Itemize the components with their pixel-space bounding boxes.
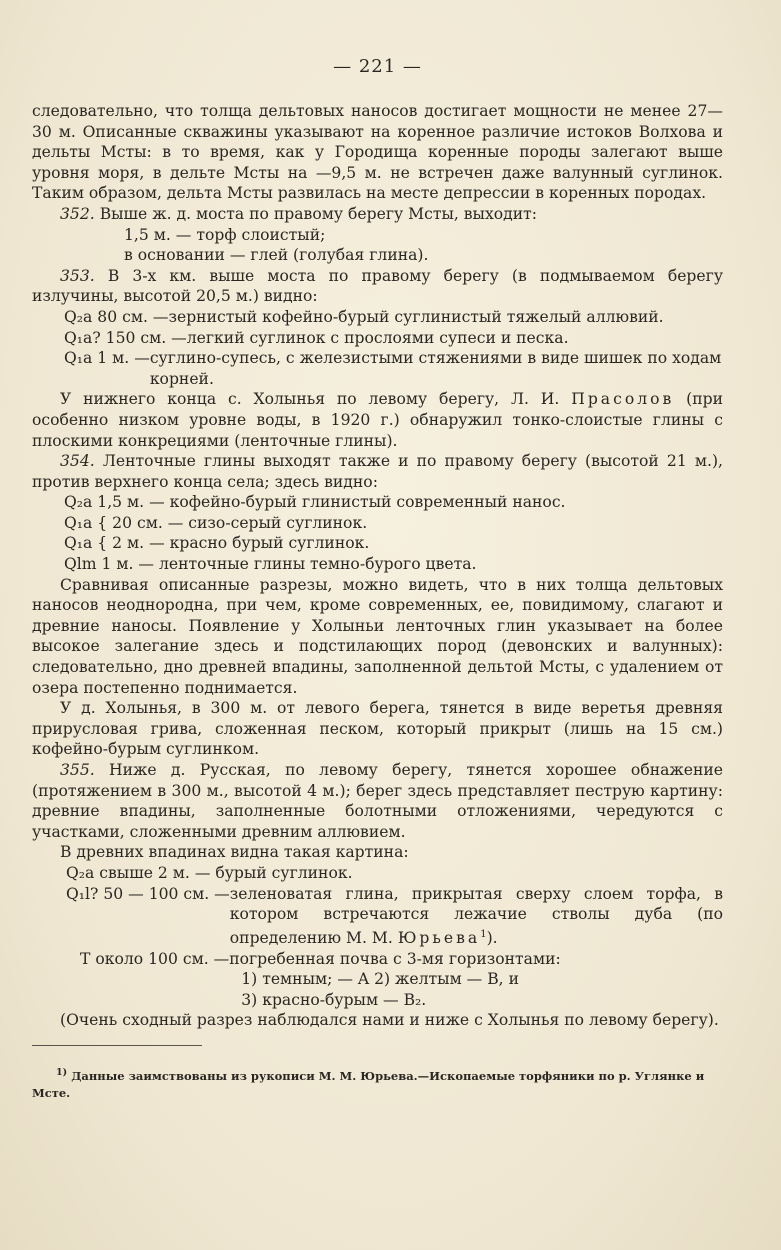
section-text: Ниже д. Русская, по левому берегу, тянется хорошее обнажение (протяжением в 300 м., высотой 4 м.); берег здесь представляет пеструю картину: древние впадины, заполненные болотными отложениями, чередуются с участками, сложенными древним аллювием. [32,761,723,841]
layer-row [32,307,723,328]
section-text: Ленточные глины выходят также и по правому берегу (высотой 21 м.), против верхнего конца села; здесь видно: [32,452,723,491]
layer-desc: зернистый кофейно-бурый суглинистый тяжелый аллювий. [168,307,664,326]
layer-desc-text: ). [486,928,498,947]
section-text: В 3-х км. выше моста по правому берегу (в подмываемом берегу излучины, высотой 20,5 м.) видно: [32,266,723,306]
paragraph-depressions: В древних впадинах видна такая картина: [60,843,409,862]
layer-desc: суглино-супесь, с железистыми стяжениями в виде шишек по ходам корней. [149,349,722,388]
layer-label: Q₁a? 150 см. — [64,328,187,347]
section-text: Выше ж. д. моста по правому берегу Мсты, выходит: [94,204,538,223]
layer-label: T около 100 см. — [80,949,230,968]
layer-label: Q₁l? 50 — 100 см. — [66,884,230,903]
section-354 [32,451,723,492]
author-name: Прасолов [571,390,675,409]
section-number: 355. [60,761,95,779]
layer-desc-text: зеленоватая глина, прикрытая сверху слоем торфа, в котором встречаются лежачие стволы дуба (по определению М. М. [229,884,723,947]
layer-desc [229,949,723,1011]
horizon-line: 1) темным; — A 2) желтым — B, и [241,970,519,989]
section-number: 352. [60,204,95,223]
layer-label: Q₁a 1 м. — [64,349,150,368]
page-number: — 221 — [333,56,422,77]
layer-line: Q₁a { 20 см. — сизо-серый суглинок. [64,513,368,532]
layer-line: Q₁a { 2 м. — красно бурый суглинок. [64,534,370,553]
body-text [32,101,723,1031]
footnote-mark: 1) [56,1066,68,1078]
layer-desc: легкий суглинок с прослоями супеси и песка. [186,328,569,347]
footnote-divider [32,1045,202,1046]
layer-line: 1,5 м. — торф слоистый; [124,225,326,244]
paragraph-similar: (Очень сходный разрез наблюдался нами и ниже с Холынья по левому берегу). [60,1011,719,1030]
layer-row [32,328,723,349]
section-number: 353. [60,266,95,285]
layer-line: Qlm 1 м. — ленточные глины темно-бурого цвета. [64,555,477,574]
author-name: Юрьева [397,928,481,947]
paragraph-comparison: Сравнивая описанные разрезы, можно видеть, что в них толща дельтовых наносов неоднородна, при чем, кроме современных, ее, повидимому, слагают и древние наносы. Появление у Холыньи ленточных глин указывает на более высокое залегание здесь и подстилающих пород (девонских и валунных): следовательно, дно древней впадины, заполненной дельтой Мсты, с удалением от озера постепенно поднимается. [32,575,723,697]
horizon-line: 3) красно-бурым — B₂. [241,990,427,1009]
footnote [32,1064,723,1102]
paragraph-griva: У д. Холынья, в 300 м. от левого берега, тянется в виде веретья древняя прирусловая грива, сложенная песком, который прикрыт (лишь на 15 см.) кофейно-бурым суглинком. [32,699,723,759]
section-number: 354. [60,452,95,471]
paragraph-text: У нижнего конца с. Холынья по левому берегу, Л. И. [60,390,572,409]
layer-desc [230,884,723,949]
footnote-text: Данные заимствованы из рукописи М. М. Юрьева.—Ископаемые торфяники по р. Углянке и Мсте. [32,1068,705,1100]
section-352 [32,204,723,225]
layer-label: Q₂a 80 см. — [64,307,169,326]
layer-row [32,884,723,949]
paragraph-prasolov [32,389,723,451]
section-353 [32,266,723,307]
layer-line: Q₂a свыше 2 м. — бурый суглинок. [66,863,353,882]
layer-line: Q₂a 1,5 м. — кофейно-бурый глинистый современный нанос. [64,493,566,512]
horizon-line: погребенная почва с 3-мя горизонтами: [229,949,561,968]
footnote-ref[interactable]: 1 [480,928,487,940]
layer-row [32,348,723,389]
layer-row [32,949,723,1011]
layer-line: в основании — глей (голубая глина). [124,246,429,265]
paragraph-text: (при особенно низком уровне воды, в 1920 г.) обнаружил тонко-слоистые глины с плоскими конкрециями (ленточные глины). [32,390,724,450]
section-355 [32,760,723,842]
paragraph-continuation: следовательно, что толща дельтовых наносов достигает мощности не менее 27—30 м. Описанные скважины указывают на коренное различие истоков Волхова и дельты Мсты: в то время, как у Городища коренные породы залегают выше уровня моря, в дельте Мсты на —9,5 м. не встречен даже валунный суглинок. Таким образом, дельта Мсты развилась на месте депрессии в коренных породах. [32,102,723,203]
